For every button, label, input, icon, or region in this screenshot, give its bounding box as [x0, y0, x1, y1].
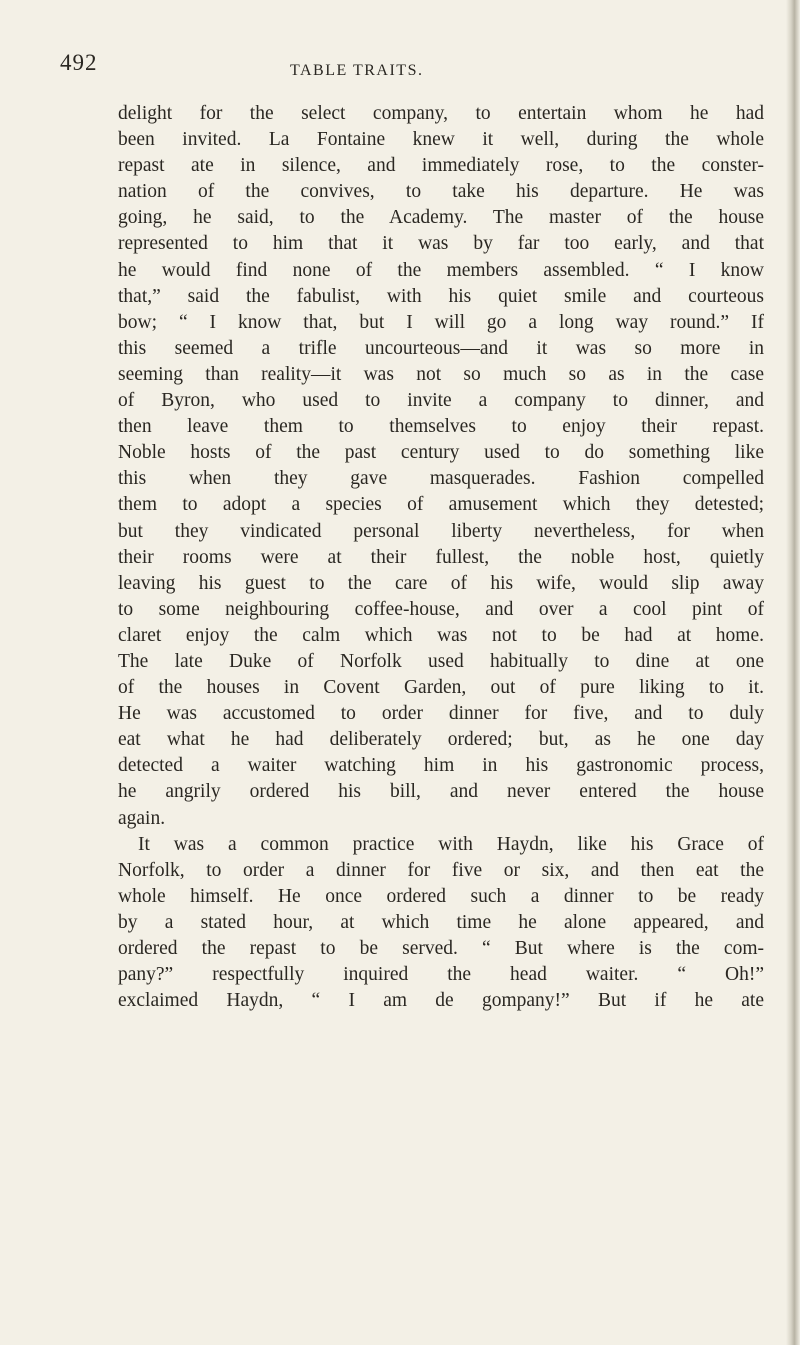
text-line: been invited. La Fontaine knew it well, during the whole: [118, 129, 764, 151]
paragraph-end-line: again.: [118, 807, 166, 829]
text-line: He was accustomed to order dinner for five, and to duly: [118, 703, 764, 725]
text-line: this seemed a trifle uncourteous—and it was so more in: [118, 337, 764, 359]
text-line: whole himself. He once ordered such a dinner to be ready: [118, 885, 764, 907]
text-line: this when they gave masquerades. Fashion compelled: [118, 468, 764, 490]
page-number: 492: [60, 50, 98, 75]
text-line: going, he said, to the Academy. The master of the house: [118, 207, 764, 229]
text-line: then leave them to themselves to enjoy their repast.: [118, 416, 764, 438]
text-line: but they vindicated personal liberty nevertheless, for when: [118, 520, 764, 542]
text-line: delight for the select company, to entertain whom he had: [118, 103, 764, 124]
text-line: he would find none of the members assembled. “ I know: [118, 259, 764, 281]
text-line: their rooms were at their fullest, the noble host, quietly: [118, 546, 764, 568]
text-line: The late Duke of Norfolk used habitually to dine at one: [118, 650, 764, 672]
text-line: Norfolk, to order a dinner for five or six, and then eat the: [118, 859, 764, 881]
text-line: leaving his guest to the care of his wife, would slip away: [118, 572, 764, 594]
text-line: to some neighbouring coffee-house, and over a cool pint of: [118, 598, 764, 620]
text-line: them to adopt a species of amusement which they detested;: [118, 494, 764, 516]
text-line: seeming than reality—it was not so much so as in the case: [118, 363, 764, 385]
text-line: repast ate in silence, and immediately rose, to the conster-: [118, 155, 764, 177]
text-line: pany?” respectfully inquired the head waiter. “ Oh!”: [118, 964, 764, 986]
paragraph-start-line: It was a common practice with Haydn, like his Grace of: [138, 833, 764, 855]
text-line: that,” said the fabulist, with his quiet smile and courteous: [118, 285, 764, 307]
text-line: nation of the convives, to take his departure. He was: [118, 181, 764, 203]
text-line: eat what he had deliberately ordered; but, as he one day: [118, 729, 764, 751]
text-line: of Byron, who used to invite a company to dinner, and: [118, 390, 764, 412]
text-line: ordered the repast to be served. “ But where is the com-: [118, 938, 764, 959]
body-text: [118, 101, 764, 1014]
text-line: represented to him that it was by far too early, and that: [118, 233, 764, 255]
text-line: claret enjoy the calm which was not to be had at home.: [118, 624, 764, 646]
text-line: of the houses in Covent Garden, out of pure liking to it.: [118, 677, 764, 699]
page-edge-shadow: [786, 0, 800, 1345]
text-line: Noble hosts of the past century used to do something like: [118, 442, 764, 464]
running-title: TABLE TRAITS.: [290, 62, 424, 79]
text-line: bow; “ I know that, but I will go a long way round.” If: [118, 311, 764, 333]
text-line: by a stated hour, at which time he alone appeared, and: [118, 911, 764, 933]
running-head: [0, 50, 800, 90]
text-line: exclaimed Haydn, “ I am de gompany!” But if he ate: [118, 990, 764, 1012]
text-line: he angrily ordered his bill, and never entered the house: [118, 781, 764, 803]
text-line: detected a waiter watching him in his gastronomic process,: [118, 755, 764, 777]
